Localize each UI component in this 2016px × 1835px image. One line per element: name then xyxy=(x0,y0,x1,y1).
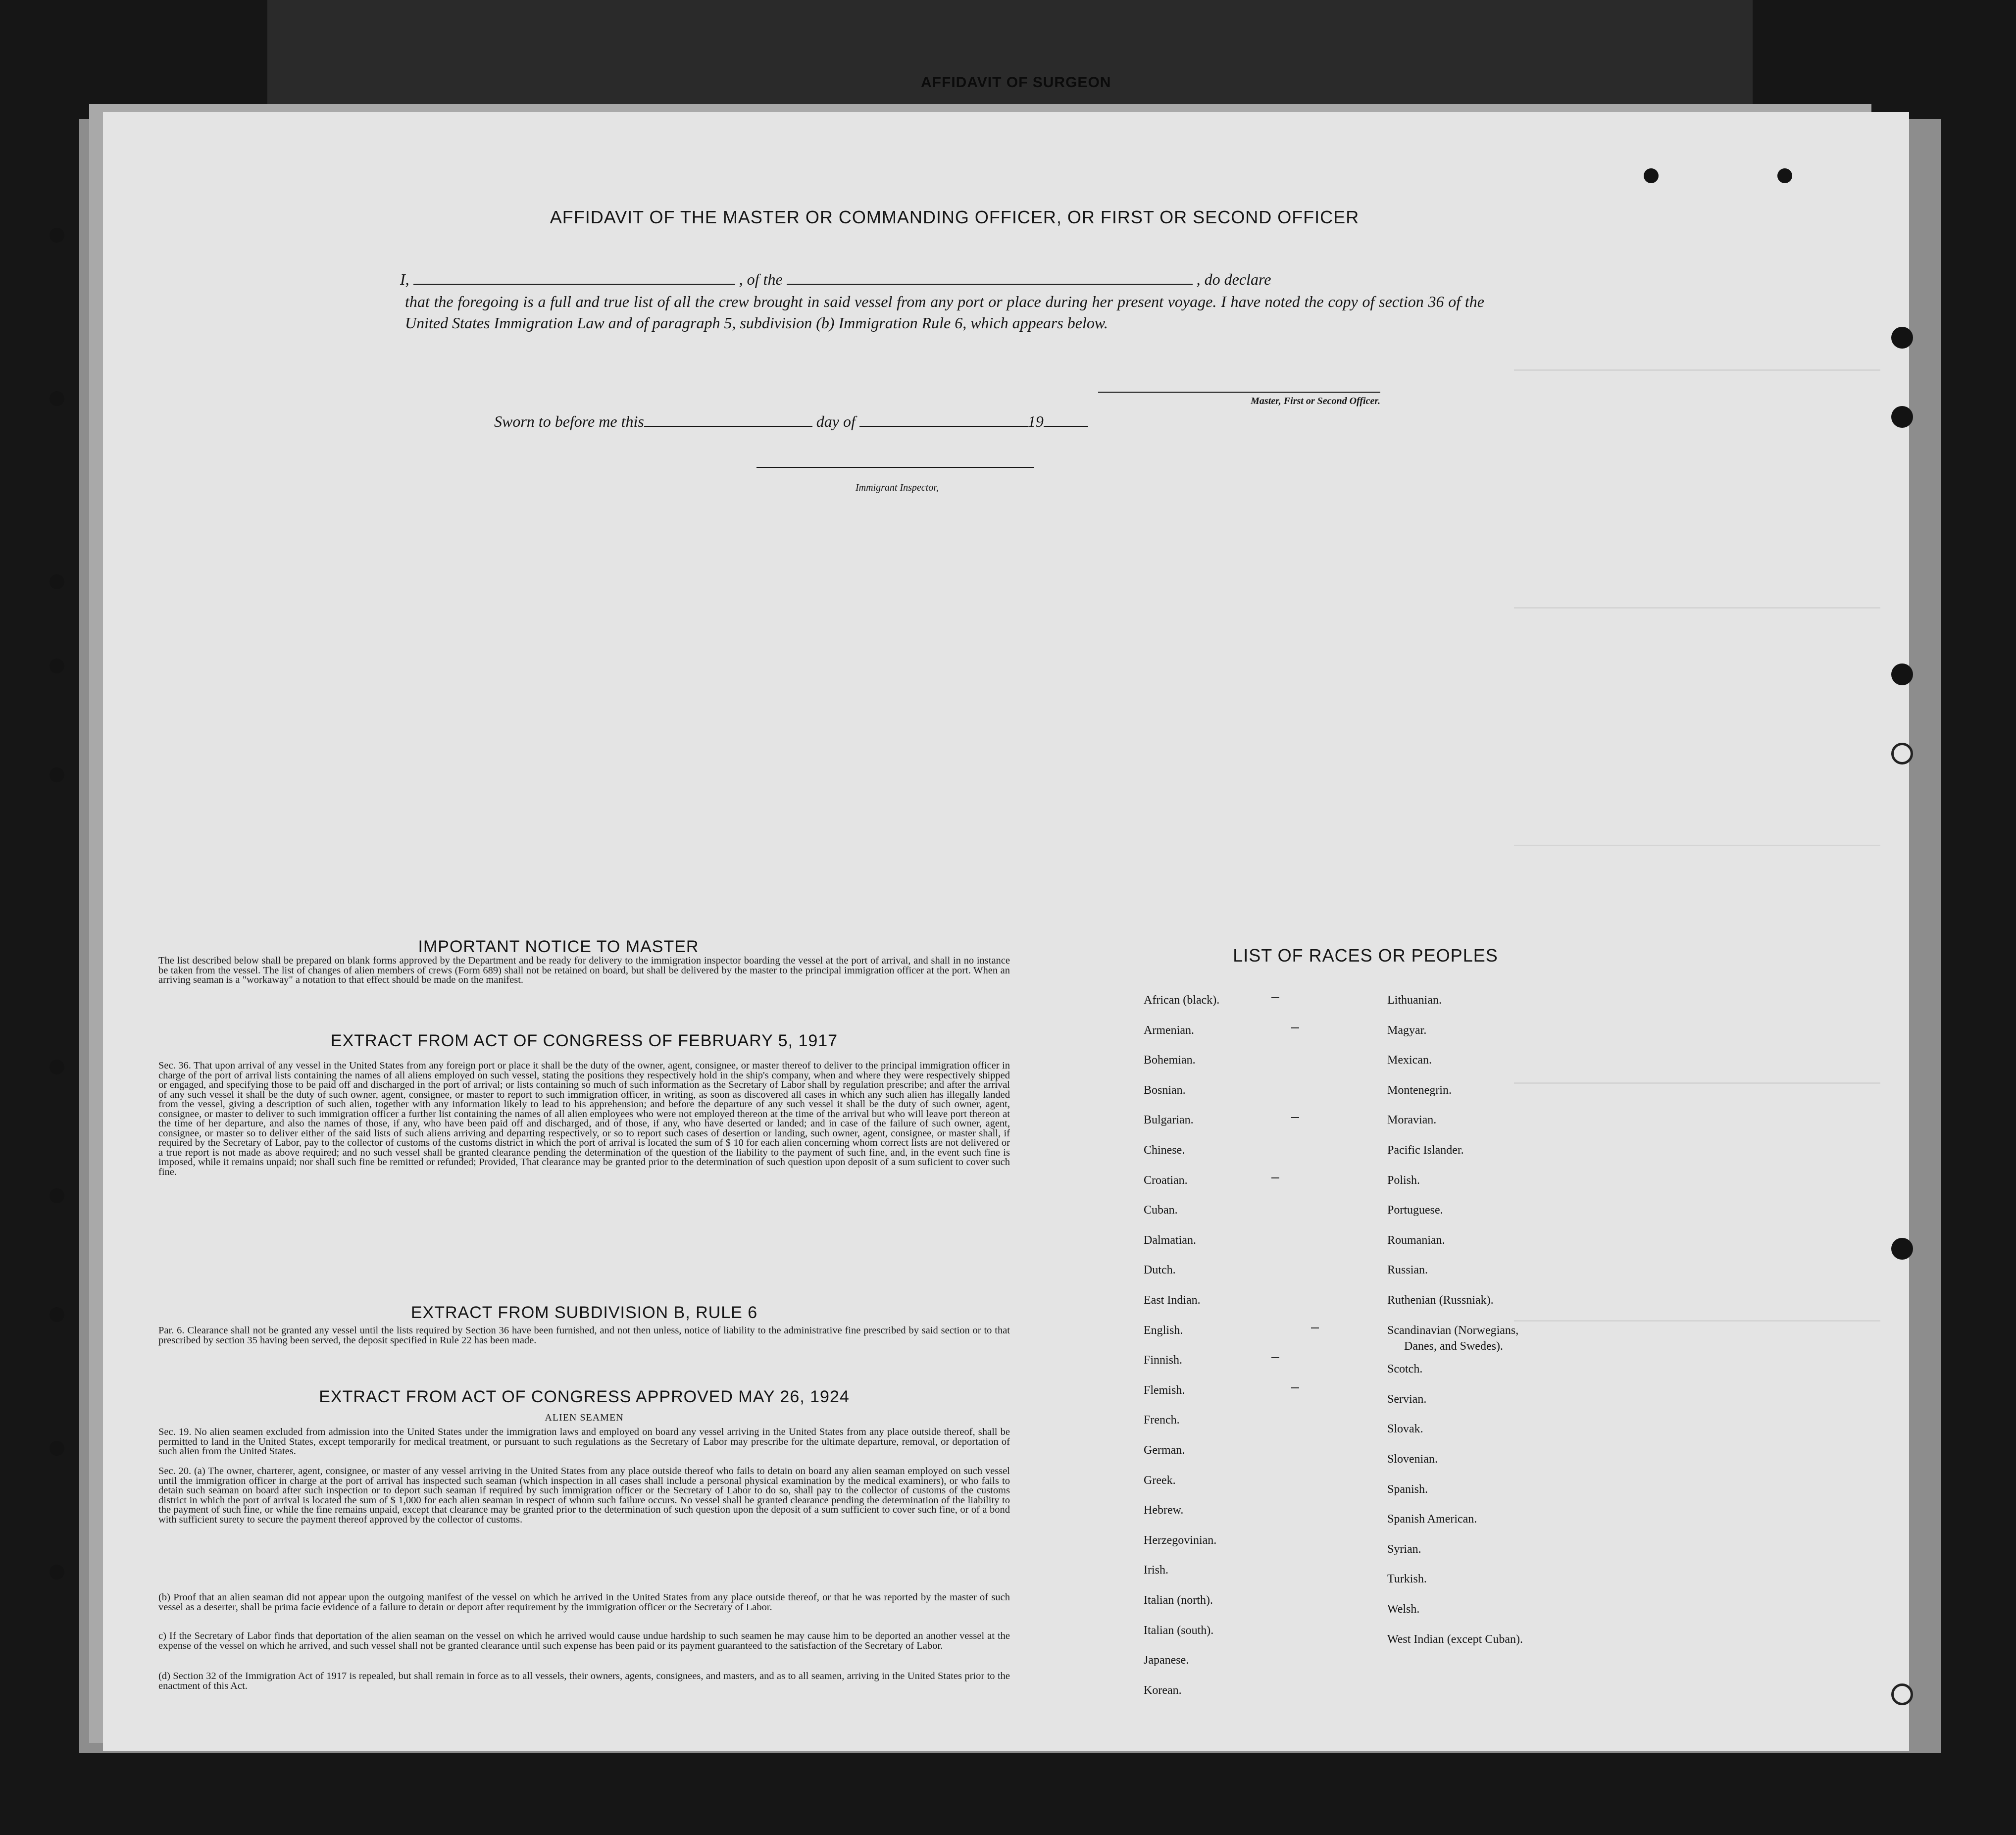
binder-hole xyxy=(1644,168,1659,183)
race-item: Russian. xyxy=(1387,1264,1428,1277)
affidavit-paragraph: that the foregoing is a full and true list of all the crew brought in said vessel from any port or place during her present voyage. I have noted the copy of section 36 of the United States Immigration Law and of paragraph 5, subdivision (b) Immigration Rule 6, which appears below. xyxy=(405,293,1484,332)
binder-hole-open xyxy=(1891,743,1913,765)
tick-mark xyxy=(1271,1177,1279,1178)
race-item: Hebrew. xyxy=(1144,1504,1184,1517)
form-sheet xyxy=(103,112,1909,1751)
binder-hole xyxy=(50,1188,64,1203)
race-item: Roumanian. xyxy=(1387,1233,1445,1247)
notice-title: IMPORTANT NOTICE TO MASTER xyxy=(418,937,699,956)
sworn-day-field xyxy=(644,414,812,427)
binder-hole-open xyxy=(1891,1683,1913,1705)
binder-hole xyxy=(50,391,64,406)
extract-1924-subtitle: ALIEN SEAMEN xyxy=(545,1412,624,1423)
sworn-label: Sworn to before me this xyxy=(494,412,644,430)
binder-hole xyxy=(50,659,64,673)
binder-hole xyxy=(1777,168,1792,183)
extract-1924-sec20c: c) If the Secretary of Labor finds that deportation of the alien seaman on the vessel on which he arrived would cause undue hardship to such seamen he may cause him to be deported an another vessel at the expense of the vessel on which he arrived, and such vessel shall not be granted clearance until such expense has been paid or its payment guaranteed to the satisfaction of the Secretary of Labor. xyxy=(158,1631,1010,1651)
race-item: Moravian. xyxy=(1387,1114,1437,1127)
race-item: Turkish. xyxy=(1387,1573,1427,1586)
race-item: Armenian. xyxy=(1144,1023,1194,1037)
tick-mark xyxy=(1291,1387,1299,1388)
extract-1917-body: Sec. 36. That upon arrival of any vessel in the United States from any foreign port or place it shall be the duty of the owner, agent, consignee, or master thereof to deliver to the principal immigration officer in charge of the port of arrival lists containing the names of all aliens employed on such vessel, stating the positions they respectively hold in the ship's company, when and where they were respectively shipped or engaged, and specifying those to be paid off and discharged in the port of arrival; or lists containing so much of such information as the Secretary of Labor shall by regulation prescribe; and after the arrival of any such vessel it shall be the duty of such owner, agent, consignee, or master to report to such immigration officer, in writing, as soon as discovered all cases in which any such alien has illegally landed from the vessel, giving a description of such alien, together with any information likely to lead to his apprehension; and before the departure of any such vessel it shall be the duty of such owner, agent, consignee, or master to deliver to such immigration officer a further list containing the names of all alien employees who were not employed thereon at the time of the arrival but who will leave port thereon at the time of her departure, and also the names of those, if any, who have been paid off and discharged, and of those, if any, who have deserted or landed; and in case of the failure of such owner, agent, consignee, or master so to deliver either of the said lists of such aliens arriving and departing respectively, or so to report such cases of desertion or landing, such owner, agent, consignee, or master shall, if required by the Secretary of Labor, pay to the collector of customs of the customs district in which the port of arrival is located the sum of $ 10 for each alien concerning whom correct lists are not delivered or a true report is not made as above required; and no such vessel shall be granted clearance pending the determination of the question of the liability to the payment of such fine, and, in the event such fine is imposed, while it remains unpaid; nor shall such fine be remitted or refunded; Provided, That clearance may be granted prior to the determination of such question upon deposit of a sum suficient to cover such fine. xyxy=(158,1060,1010,1177)
race-item: Bosnian. xyxy=(1144,1083,1186,1097)
race-item: Welsh. xyxy=(1387,1603,1420,1616)
binder-hole xyxy=(50,574,64,589)
tick-mark xyxy=(1271,997,1279,998)
bleed-through-line xyxy=(1514,1320,1880,1322)
extract-1924-sec19: Sec. 19. No alien seamen excluded from admission into the United States under the immigration laws and employed on board any vessel arriving in the United States from any place outside thereof, shall be permitted to land in the United States, except temporarily for medical treatment, or pursuant to such regulations as the Secretary of Labor may prescribe for the ultimate departure, removal, or deportation of such alien from the United States. xyxy=(158,1427,1010,1457)
race-item: German. xyxy=(1144,1444,1185,1457)
extract-rule6-title: EXTRACT FROM SUBDIVISION B, RULE 6 xyxy=(410,1303,758,1322)
race-item: Japanese. xyxy=(1144,1654,1189,1667)
extract-1917-title: EXTRACT FROM ACT OF CONGRESS OF FEBRUARY 5, 1917 xyxy=(330,1031,838,1050)
races-title: LIST OF RACES OR PEOPLES xyxy=(1233,945,1498,966)
signature-line xyxy=(1098,392,1380,393)
extract-1924-sec20b: (b) Proof that an alien seaman did not appear upon the outgoing manifest of the vessel on which he arrived in the United States from any place outside thereof, or that he was reported by the master of such vessel as a deserter, shall be prima facie evidence of a failure to detain or deport after requirement by the immigration officer or the Secretary of Labor. xyxy=(158,1592,1010,1613)
extract-1924-title: EXTRACT FROM ACT OF CONGRESS APPROVED MAY 26, 1924 xyxy=(319,1387,850,1406)
race-item: Pacific Islander. xyxy=(1387,1144,1464,1157)
tick-mark xyxy=(1291,1027,1299,1028)
extract-1924-sec20a: Sec. 20. (a) The owner, charterer, agent, consignee, or master of any vessel arriving in the United States from any place outside thereof who fails to detain on board any alien seaman employed on such vessel until the immigration officer in charge at the port of arrival has inspected such seaman (which inspection in all cases shall include a personal physical examination by the medical examiners), or who fails to detain such seaman on board after such inspection or to deport such seaman if required by such immigration officer or the Secretary of Labor to do so, shall pay to the collector of customs of the customs district in which the port of arrival is located the sum of $ 1,000 for each alien seaman in respect of whom such failure occurs. No vessel shall be granted clearance pending the determination of the liability to the payment of such fine, or while the fine remains unpaid, except that clearance may be granted prior to the determination of such question upon the deposit of a sum sufficient to cover such fine, or of a bond with sufficient surety to secure the payment thereof approved by the collector of customs. xyxy=(158,1466,1010,1525)
extract-rule6-body: Par. 6. Clearance shall not be granted any vessel until the lists required by Section 36 have been furnished, and not then unless, notice of liability to the administrative fine prescribed by said section or to that prescribed by section 35 having been served, the deposit specified in Rule 22 has been made. xyxy=(158,1325,1010,1346)
declarant-name-field xyxy=(413,272,735,285)
binder-hole xyxy=(1891,663,1913,685)
binder-hole xyxy=(50,1060,64,1074)
year-prefix: 19 xyxy=(1027,412,1044,430)
race-item: Italian (north). xyxy=(1144,1594,1213,1607)
sworn-line xyxy=(494,412,1286,431)
race-item: Syrian. xyxy=(1387,1542,1421,1556)
signature-label: Master, First or Second Officer. xyxy=(1251,396,1380,407)
race-item: Portuguese. xyxy=(1387,1204,1443,1217)
race-item: Italian (south). xyxy=(1144,1624,1214,1637)
race-item: Scotch. xyxy=(1387,1363,1423,1376)
tick-mark xyxy=(1311,1327,1319,1328)
race-item: Cuban. xyxy=(1144,1204,1178,1217)
vessel-name-field xyxy=(787,272,1193,285)
notice-body: The list described below shall be prepared on blank forms approved by the Department and be ready for delivery to the immigration inspector boarding the vessel at the port of arrival, and shall in no instance be taken from the vessel. The list of changes of alien members of crews (Form 689) shall not be retained on board, but shall be delivered by the master to the principal immigration officer at the port. When an arriving seaman is a "workaway" a notation to that effect should be made on the manifest. xyxy=(158,955,1010,985)
race-item: Magyar. xyxy=(1387,1023,1427,1037)
race-item: East Indian. xyxy=(1144,1294,1201,1307)
race-item: Slovenian. xyxy=(1387,1453,1438,1466)
binder-hole xyxy=(50,228,64,243)
race-item: Mexican. xyxy=(1387,1054,1432,1067)
day-of-label: day of xyxy=(816,412,856,430)
race-item: African (black). xyxy=(1144,994,1220,1007)
race-item: Spanish. xyxy=(1387,1482,1428,1496)
declarant-label: I, xyxy=(400,270,409,288)
bleed-through-line xyxy=(1514,845,1880,846)
bleed-through-line xyxy=(1514,1082,1880,1084)
race-item: Spanish American. xyxy=(1387,1513,1477,1526)
binder-hole xyxy=(50,1441,64,1456)
race-item: English. xyxy=(1144,1324,1183,1337)
do-declare-label: , do declare xyxy=(1196,270,1271,288)
race-item: Montenegrin. xyxy=(1387,1083,1452,1097)
race-item: Korean. xyxy=(1144,1683,1182,1697)
race-item: Dalmatian. xyxy=(1144,1233,1196,1247)
binder-hole xyxy=(50,1307,64,1322)
race-item: Slovak. xyxy=(1387,1423,1423,1436)
binder-hole xyxy=(50,767,64,782)
race-item: French. xyxy=(1144,1414,1180,1427)
bleed-through-line xyxy=(1514,369,1880,371)
sworn-month-field xyxy=(859,414,1028,427)
bleed-through-line xyxy=(1514,607,1880,609)
race-item: Greek. xyxy=(1144,1474,1176,1487)
race-item: Danes, and Swedes). xyxy=(1404,1339,1503,1353)
tick-mark xyxy=(1271,1357,1279,1358)
race-item: Polish. xyxy=(1387,1173,1420,1187)
race-item: Scandinavian (Norwegians, xyxy=(1387,1324,1519,1337)
binder-hole xyxy=(50,1565,64,1580)
extract-1924-sec20d: (d) Section 32 of the Immigration Act of 1917 is repealed, but shall remain in force as to all vessels, their owners, agents, consignees, and masters, and as to all seamen, arriving in the United States prior to the enactment of this Act. xyxy=(158,1671,1010,1691)
race-item: Flemish. xyxy=(1144,1383,1185,1397)
affidavit-title: AFFIDAVIT OF THE MASTER OR COMMANDING OFFICER, OR FIRST OR SECOND OFFICER xyxy=(550,207,1360,227)
race-item: Chinese. xyxy=(1144,1144,1185,1157)
inspector-label: Immigrant Inspector, xyxy=(856,482,939,493)
inspector-signature-line xyxy=(756,467,1034,468)
race-item: Finnish. xyxy=(1144,1354,1183,1367)
race-item: Servian. xyxy=(1387,1392,1427,1406)
affidavit-declaration-line xyxy=(400,270,1489,289)
race-item: Herzegovinian. xyxy=(1144,1533,1217,1547)
of-the-label: , of the xyxy=(739,270,783,288)
race-item: Croatian. xyxy=(1144,1173,1188,1187)
tick-mark xyxy=(1291,1117,1299,1118)
binder-hole xyxy=(1891,1238,1913,1260)
race-item: West Indian (except Cuban). xyxy=(1387,1632,1523,1646)
race-item: Lithuanian. xyxy=(1387,994,1442,1007)
race-item: Ruthenian (Russniak). xyxy=(1387,1294,1494,1307)
race-item: Dutch. xyxy=(1144,1264,1176,1277)
binder-hole xyxy=(1891,406,1913,428)
race-item: Bohemian. xyxy=(1144,1054,1196,1067)
sworn-year-field xyxy=(1044,414,1088,427)
race-item: Bulgarian. xyxy=(1144,1114,1194,1127)
race-item: Irish. xyxy=(1144,1564,1168,1577)
back-sheet-label: AFFIDAVIT OF SURGEON xyxy=(921,74,1111,91)
binder-hole xyxy=(1891,327,1913,349)
